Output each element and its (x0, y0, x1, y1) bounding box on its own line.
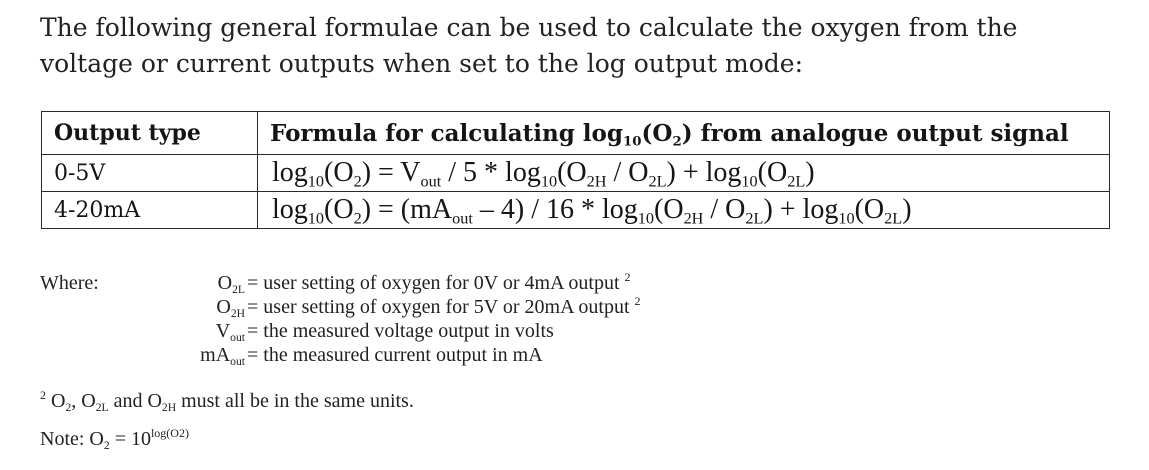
def-sym-sub: out (230, 355, 245, 369)
def-sym-base: O (216, 296, 231, 318)
f-ten2: 10 (540, 172, 558, 191)
definition-row (40, 271, 840, 295)
footnote-comma1: , O (71, 390, 96, 412)
f-ten3: 10 (741, 172, 758, 191)
footnote-sub3: 2H (161, 401, 177, 415)
row-output-type: 0-5V (42, 155, 258, 192)
f-out: out (452, 209, 473, 228)
header-formula-arg-open: (O (641, 119, 673, 147)
f-slash: / O (606, 157, 649, 188)
where-label: Where: (40, 272, 99, 294)
definition-row (40, 295, 840, 319)
footnote (40, 390, 414, 413)
formula-table (41, 111, 1110, 229)
def-text-body: = the measured voltage output in volts (247, 320, 554, 342)
footnote-and: and O (108, 390, 162, 412)
f-o: (O (324, 194, 354, 225)
def-sym-sub: 2H (230, 307, 245, 321)
f-log: log (272, 194, 308, 225)
def-text-body: = the measured current output in mA (247, 344, 543, 366)
def-sym-base: O (217, 272, 233, 294)
intro-paragraph (40, 10, 1120, 82)
f-sub2h: 2H (683, 209, 704, 228)
footnote-sub1: 2 (65, 401, 72, 415)
definition-row (40, 319, 840, 343)
f-sub2h: 2H (586, 172, 607, 191)
definition-text (247, 295, 641, 319)
note-eq: = 10 (109, 428, 151, 450)
def-text-sup: 2 (624, 270, 631, 285)
f-sub2l-b: 2L (787, 172, 806, 191)
f-o: (O (324, 157, 354, 188)
definition-text (247, 271, 631, 295)
f-ten: 10 (307, 172, 325, 191)
f-mid: – 4) / 16 * log (472, 194, 638, 225)
row-formula (258, 192, 1110, 229)
f-eq: ) = V (361, 157, 421, 188)
f-two: 2 (353, 209, 362, 228)
table-row (42, 155, 1110, 192)
footnote-o: O (46, 390, 66, 412)
f-ten: 10 (307, 209, 325, 228)
f-o2: (O (557, 157, 587, 188)
def-sym-base: V (215, 320, 231, 342)
intro-line-2: voltage or current outputs when set to the log output mode: (40, 49, 804, 78)
note (40, 428, 189, 451)
note-sub: 2 (103, 439, 110, 453)
f-sub2l: 2L (648, 172, 667, 191)
intro-line-1: The following general formulae can be used to calculate the oxygen from the (40, 13, 1018, 42)
f-o3: (O (854, 194, 885, 225)
header-formula-suffix: from analogue output signal (692, 119, 1069, 147)
header-formula (258, 112, 1110, 155)
def-text-body: = user setting of oxygen for 5V or 20mA output (247, 296, 635, 318)
definition-text (247, 343, 543, 367)
header-formula-arg-close: ) (681, 119, 693, 147)
header-formula-prefix: Formula for calculating log (270, 119, 623, 147)
def-sym-base: mA (200, 344, 231, 366)
note-sup: log(O2) (150, 426, 189, 441)
f-o2: (O (654, 194, 684, 225)
row-formula (258, 155, 1110, 192)
table-header-row (42, 112, 1110, 155)
f-out: out (420, 172, 442, 191)
f-o3: (O (757, 157, 788, 188)
table-row (42, 192, 1110, 229)
f-end: ) (805, 157, 815, 188)
f-log: log (272, 157, 308, 188)
definition-row (40, 343, 840, 367)
f-end: ) (902, 194, 912, 225)
f-eq: ) = (mA (361, 194, 453, 225)
def-sym-sub: out (230, 331, 245, 345)
f-sub2l-b: 2L (884, 209, 903, 228)
header-formula-sub: 10 (622, 133, 642, 150)
def-text-body: = user setting of oxygen for 0V or 4mA output (247, 272, 625, 294)
header-output-type: Output type (42, 112, 258, 155)
f-ten3: 10 (838, 209, 855, 228)
f-two: 2 (353, 172, 362, 191)
header-formula-arg-sub: 2 (672, 133, 682, 150)
def-text-sup: 2 (634, 294, 641, 309)
f-plus: ) + log (666, 157, 742, 188)
f-slash: / O (703, 194, 746, 225)
note-prefix: Note: O (40, 428, 104, 450)
f-plus: ) + log (763, 194, 839, 225)
footnote-sub2: 2L (95, 401, 109, 415)
def-sym-sub: 2L (232, 283, 245, 297)
f-sub2l: 2L (745, 209, 764, 228)
footnote-rest: must all be in the same units. (176, 390, 414, 412)
row-output-type: 4-20mA (42, 192, 258, 229)
f-ten2: 10 (637, 209, 655, 228)
f-mid: / 5 * log (441, 157, 541, 188)
definition-text (247, 319, 554, 343)
footnote-mark: 2 (40, 388, 46, 403)
